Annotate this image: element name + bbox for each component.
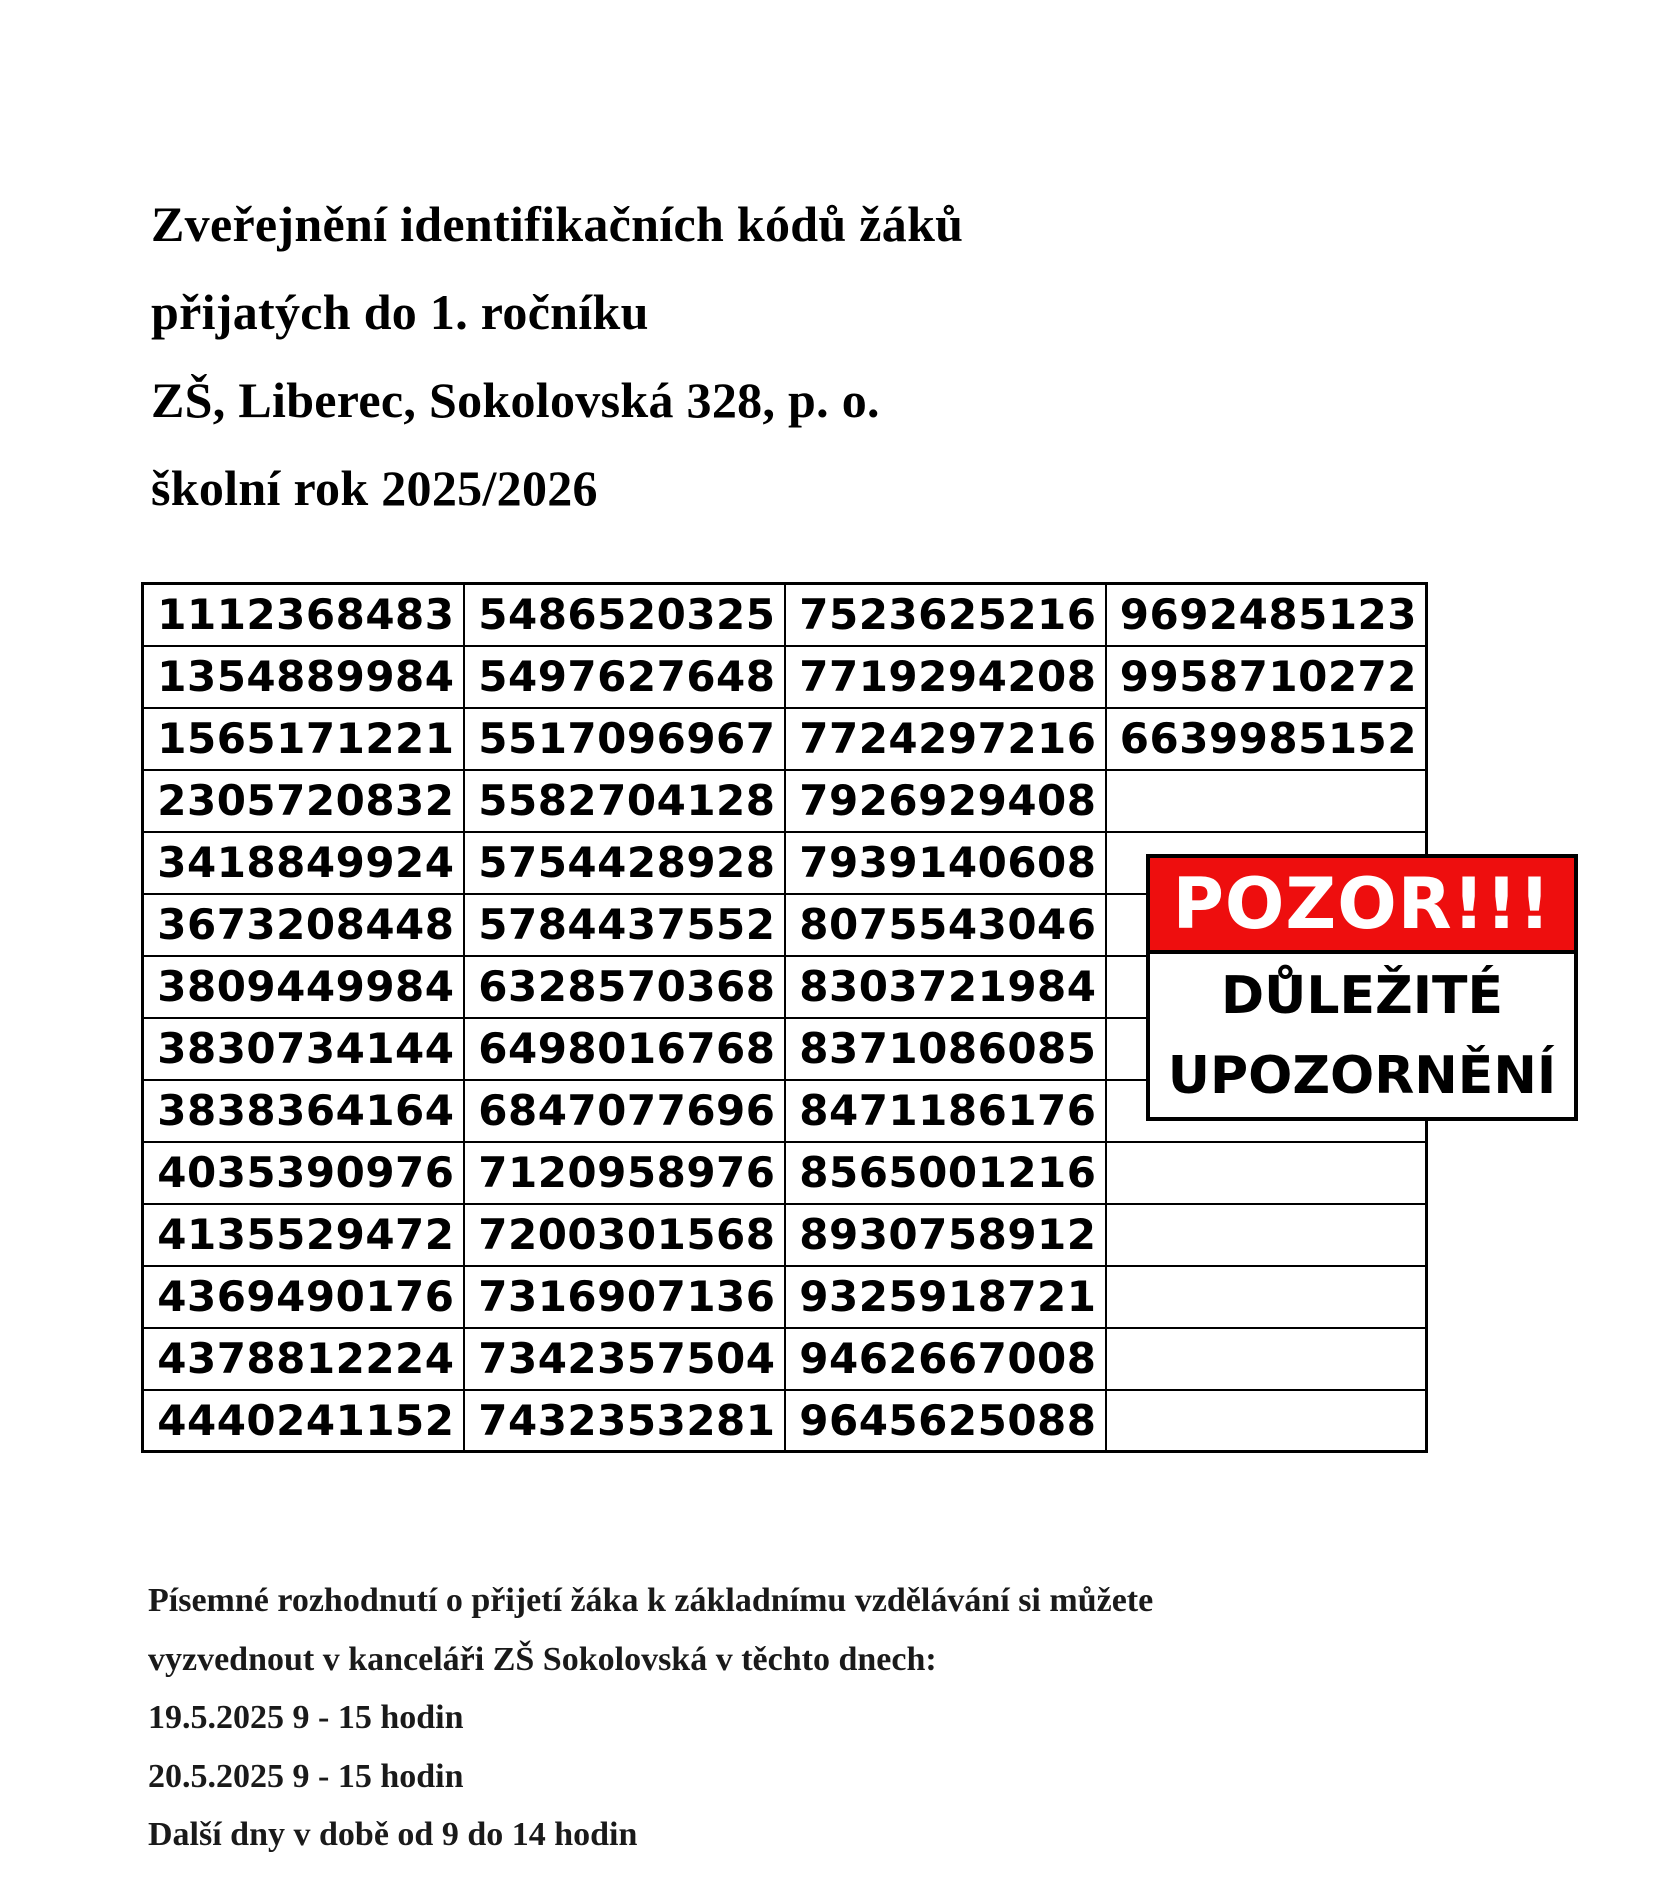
code-cell: 7719294208 (785, 646, 1106, 708)
title-line-2: přijatých do 1. ročníku (151, 284, 649, 340)
code-cell: 8075543046 (785, 894, 1106, 956)
table-row (143, 1266, 1427, 1328)
warning-title: POZOR!!! (1150, 858, 1574, 954)
pickup-date-1: 19.5.2025 9 - 15 hodin (148, 1699, 464, 1736)
table-row (143, 1390, 1427, 1452)
code-cell: 7200301568 (464, 1204, 785, 1266)
code-cell (1106, 1266, 1427, 1328)
code-cell: 4035390976 (143, 1142, 464, 1204)
code-cell: 4440241152 (143, 1390, 464, 1452)
table-row (143, 584, 1427, 646)
title-line-3: ZŠ, Liberec, Sokolovská 328, p. o. (151, 372, 880, 428)
code-cell: 6847077696 (464, 1080, 785, 1142)
code-cell: 5582704128 (464, 770, 785, 832)
code-cell: 9325918721 (785, 1266, 1106, 1328)
code-cell: 3838364164 (143, 1080, 464, 1142)
code-cell: 7939140608 (785, 832, 1106, 894)
title-line-1: Zveřejnění identifikačních kódů žáků (151, 196, 964, 252)
code-cell: 8565001216 (785, 1142, 1106, 1204)
table-row (143, 1328, 1427, 1390)
code-cell: 3418849924 (143, 832, 464, 894)
code-cell: 5486520325 (464, 584, 785, 646)
code-cell: 3830734144 (143, 1018, 464, 1080)
code-cell: 8303721984 (785, 956, 1106, 1018)
code-cell: 7523625216 (785, 584, 1106, 646)
code-cell: 9958710272 (1106, 646, 1427, 708)
code-cell: 1565171221 (143, 708, 464, 770)
code-cell (1106, 1204, 1427, 1266)
pickup-info-line-2: vyzvednout v kanceláři ZŠ Sokolovská v těchto dnech: (148, 1640, 937, 1678)
code-cell: 7120958976 (464, 1142, 785, 1204)
code-cell: 4369490176 (143, 1266, 464, 1328)
table-row (143, 646, 1427, 708)
pickup-other-days: Další dny v době od 9 do 14 hodin (148, 1816, 638, 1853)
code-cell: 3809449984 (143, 956, 464, 1018)
code-cell: 5517096967 (464, 708, 785, 770)
warning-line-1: DŮLEŽITÉ (1220, 966, 1504, 1026)
code-cell: 1354889984 (143, 646, 464, 708)
pickup-info (148, 1572, 1153, 1865)
code-cell: 8930758912 (785, 1204, 1106, 1266)
warning-box (1146, 854, 1578, 1121)
code-cell (1106, 1390, 1427, 1452)
code-cell: 2305720832 (143, 770, 464, 832)
code-cell: 9645625088 (785, 1390, 1106, 1452)
table-row (143, 1142, 1427, 1204)
code-cell: 7724297216 (785, 708, 1106, 770)
code-cell: 9692485123 (1106, 584, 1427, 646)
code-cell: 8471186176 (785, 1080, 1106, 1142)
warning-line-2: UPOZORNĚNÍ (1167, 1046, 1557, 1106)
code-cell: 4378812224 (143, 1328, 464, 1390)
code-cell: 3673208448 (143, 894, 464, 956)
table-row (143, 1204, 1427, 1266)
table-row (143, 770, 1427, 832)
code-cell: 7342357504 (464, 1328, 785, 1390)
code-cell: 7316907136 (464, 1266, 785, 1328)
pickup-date-2: 20.5.2025 9 - 15 hodin (148, 1757, 464, 1795)
code-cell (1106, 770, 1427, 832)
code-cell (1106, 1142, 1427, 1204)
code-cell: 6328570368 (464, 956, 785, 1018)
code-cell: 9462667008 (785, 1328, 1106, 1390)
code-cell: 8371086085 (785, 1018, 1106, 1080)
pickup-info-line-1: Písemné rozhodnutí o přijetí žáka k základnímu vzdělávání si můžete (148, 1582, 1154, 1619)
code-cell: 5754428928 (464, 832, 785, 894)
code-cell: 1112368483 (143, 584, 464, 646)
code-cell: 6498016768 (464, 1018, 785, 1080)
code-cell: 5497627648 (464, 646, 785, 708)
code-cell: 6639985152 (1106, 708, 1427, 770)
code-cell: 7432353281 (464, 1390, 785, 1452)
page-title (151, 180, 963, 532)
code-cell: 4135529472 (143, 1204, 464, 1266)
code-cell (1106, 1328, 1427, 1390)
table-row (143, 708, 1427, 770)
code-cell: 7926929408 (785, 770, 1106, 832)
code-cell: 5784437552 (464, 894, 785, 956)
title-line-4: školní rok 2025/2026 (151, 460, 598, 516)
